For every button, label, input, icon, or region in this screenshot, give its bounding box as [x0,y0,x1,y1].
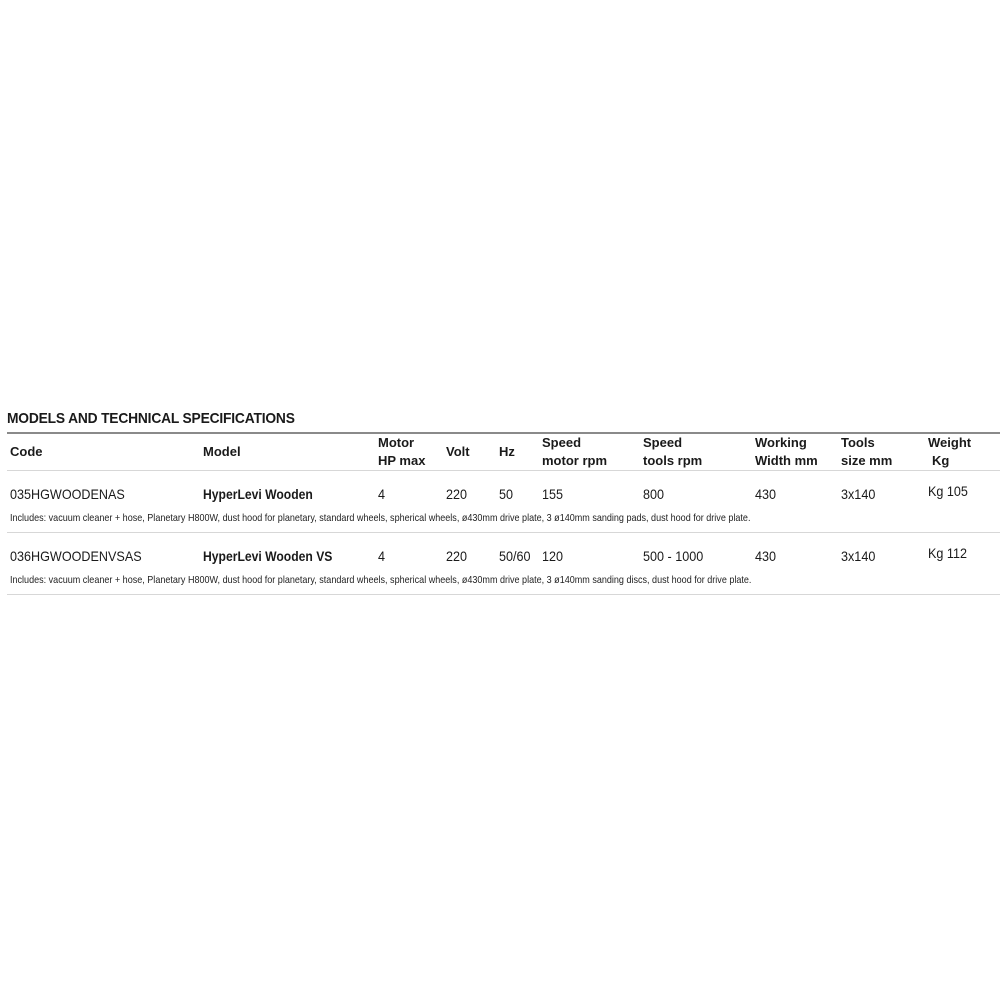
row-working-width: 430 [755,548,777,564]
row-speed-tools: 500 - 1000 [643,548,704,564]
row-motor: 4 [378,548,386,564]
row-code: 036HGWOODENVSAS [10,548,142,564]
header-speed-tools-line1: Speed [643,435,683,450]
header-speed-tools-line2: tools rpm [643,453,703,468]
row-speed-motor: 155 [542,486,564,502]
row-weight: Kg 105 [928,483,968,499]
row-volt: 220 [446,486,468,502]
header-code: Code [10,444,43,459]
row-working-width: 430 [755,486,777,502]
row-speed-motor: 120 [542,548,564,564]
header-working-width-line2: Width mm [755,453,818,468]
section-title: MODELS AND TECHNICAL SPECIFICATIONS [7,410,295,427]
row-includes: Includes: vacuum cleaner + hose, Planetary H800W, dust hood for planetary, standard wheels, spherical wheels, ø430mm drive plate, 3 ø140mm sanding discs, dust hood for drive plate. [10,574,752,586]
header-weight-line1: Weight [928,435,972,450]
row-model: HyperLevi Wooden [203,487,313,502]
table-row [7,471,1000,533]
row-volt: 220 [446,548,468,564]
row-tools-size: 3x140 [841,486,876,502]
row-speed-tools: 800 [643,486,665,502]
header-motor [378,434,425,470]
header-weight-line2: Kg [932,453,950,468]
table-header-row [7,434,1000,471]
header-model: Model [203,444,241,459]
table-row [7,533,1000,595]
header-speed-motor [542,434,607,470]
row-tools-size: 3x140 [841,548,876,564]
header-speed-motor-line2: motor rpm [542,453,607,468]
header-tools-size-line1: Tools [841,435,875,450]
header-speed-motor-line1: Speed [542,435,582,450]
row-includes: Includes: vacuum cleaner + hose, Planetary H800W, dust hood for planetary, standard wheels, spherical wheels, ø430mm drive plate, 3 ø140mm sanding pads, dust hood for drive plate. [10,512,751,524]
specifications-section [7,408,1000,595]
row-motor: 4 [378,486,386,502]
header-motor-line2: HP max [378,453,426,468]
header-working-width-line1: Working [755,435,807,450]
header-volt: Volt [446,444,470,459]
header-working-width [755,434,818,470]
header-hz: Hz [499,444,515,459]
row-hz: 50/60 [499,548,531,564]
row-model: HyperLevi Wooden VS [203,549,333,564]
header-tools-size-line2: size mm [841,453,893,468]
header-motor-line1: Motor [378,435,415,450]
row-weight: Kg 112 [928,545,968,561]
header-speed-tools [643,434,702,470]
header-weight [928,434,971,470]
row-hz: 50 [499,486,514,502]
header-tools-size [841,434,892,470]
row-code: 035HGWOODENAS [10,486,125,502]
